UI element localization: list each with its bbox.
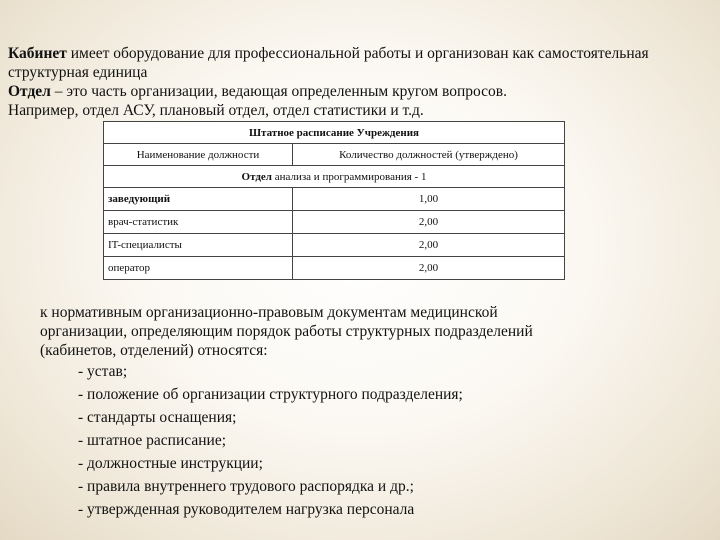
list-item: - утвержденная руководителем нагрузка персонала bbox=[78, 501, 415, 518]
example-text: Например, отдел АСУ, плановый отдел, отдел статистики и т.д. bbox=[8, 102, 424, 119]
position-count: 2,00 bbox=[293, 257, 565, 280]
documents-section bbox=[40, 303, 700, 521]
department-text: – это часть организации, ведающая определенным кругом вопросов. bbox=[50, 83, 507, 100]
position-name: оператор bbox=[104, 257, 293, 280]
table-section-header bbox=[104, 166, 565, 188]
column-header-count: Количество должностей (утверждено) bbox=[293, 144, 565, 166]
table-row bbox=[104, 211, 565, 234]
documents-lead-line: организации, определяющим порядок работы структурных подразделений bbox=[40, 323, 533, 340]
list-item: - штатное расписание; bbox=[78, 432, 226, 449]
department-term: Отдел bbox=[8, 83, 51, 100]
list-item: - положение об организации структурного подразделения; bbox=[78, 386, 463, 403]
department-definition bbox=[8, 82, 708, 101]
cabinet-text: имеет оборудование для профессиональной работы и организован как самостоятельная структурная единица bbox=[8, 45, 649, 81]
list-item: - должностные инструкции; bbox=[78, 455, 263, 472]
cabinet-definition bbox=[8, 44, 708, 82]
position-name: врач-статистик bbox=[104, 211, 293, 234]
table-title: Штатное расписание Учреждения bbox=[104, 122, 565, 144]
position-name: IT-специалисты bbox=[104, 234, 293, 257]
staff-schedule-table bbox=[103, 121, 565, 280]
intro-text bbox=[8, 44, 708, 120]
table-row bbox=[104, 234, 565, 257]
table-row bbox=[104, 257, 565, 280]
documents-lead-line: к нормативным организационно-правовым документам медицинской bbox=[40, 304, 498, 321]
documents-lead-line: (кабинетов, отделений) относятся: bbox=[40, 342, 268, 359]
table-row bbox=[104, 188, 565, 211]
position-name: заведующий bbox=[104, 188, 293, 211]
position-count: 2,00 bbox=[293, 234, 565, 257]
section-rest: анализа и программирования - 1 bbox=[271, 170, 427, 183]
list-item: - устав; bbox=[78, 363, 128, 380]
list-item: - правила внутреннего трудового распорядка и др.; bbox=[78, 478, 414, 495]
section-bold-word: Отдел bbox=[241, 170, 272, 183]
list-item: - стандарты оснащения; bbox=[78, 409, 237, 426]
position-count: 1,00 bbox=[293, 188, 565, 211]
position-count: 2,00 bbox=[293, 211, 565, 234]
documents-list bbox=[40, 360, 700, 521]
column-header-name: Наименование должности bbox=[104, 144, 293, 166]
cabinet-term: Кабинет bbox=[8, 45, 67, 62]
